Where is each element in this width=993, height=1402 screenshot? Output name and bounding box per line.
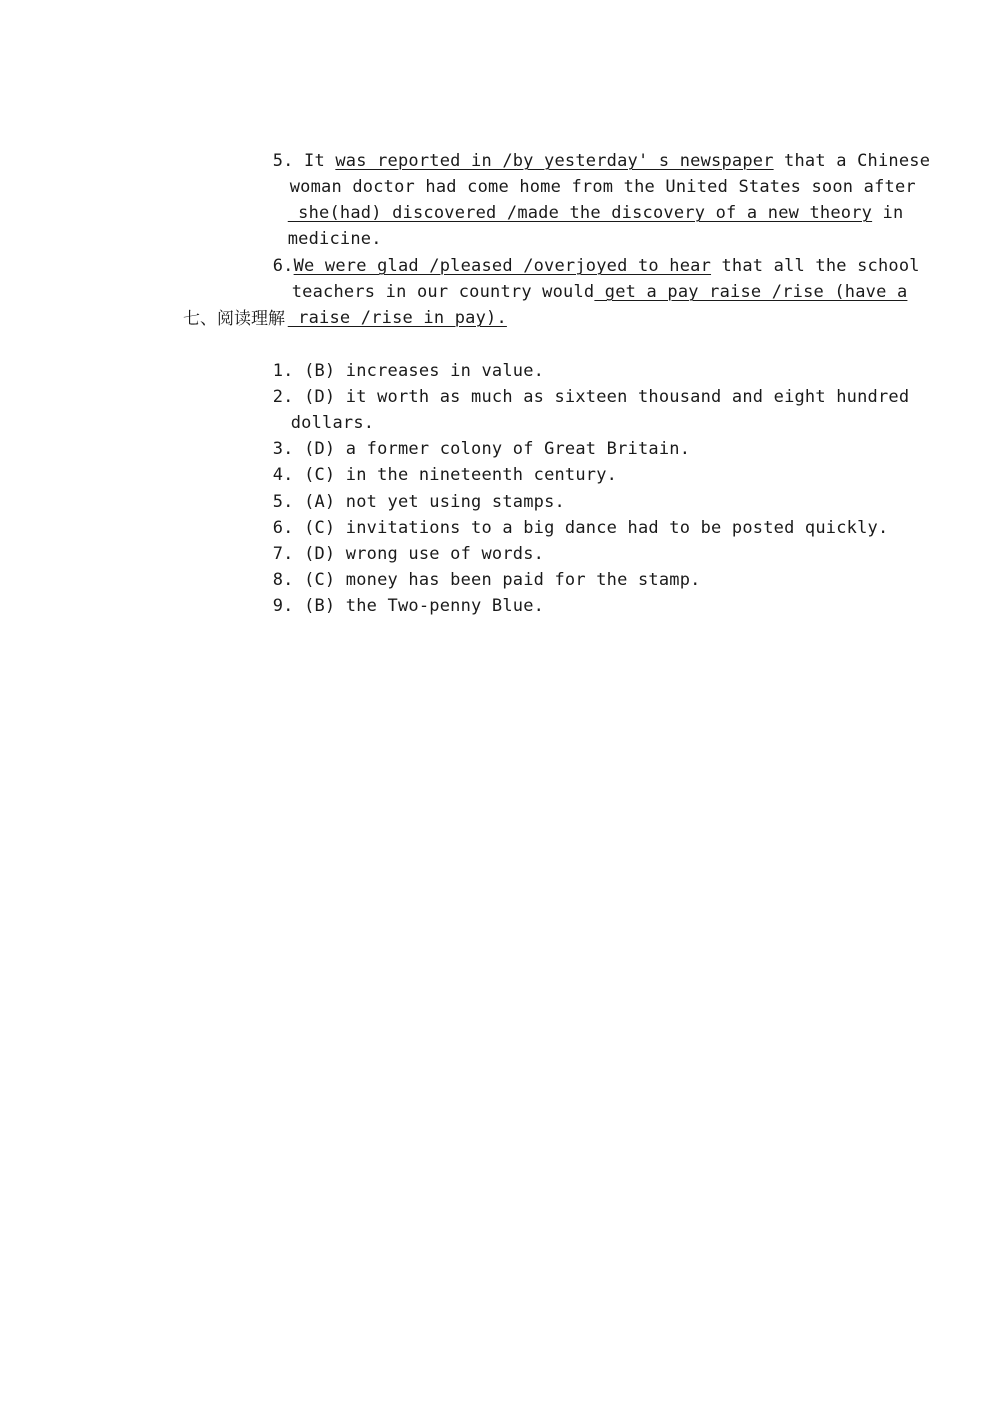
answer-number: 6. (272, 518, 294, 538)
text-segment: in (872, 203, 904, 223)
answer-number: 8. (272, 570, 294, 590)
text-segment: that a Chinese (773, 151, 931, 171)
answer-underline: get a pay raise /rise (have a (594, 282, 908, 302)
answer-number: 2. (272, 387, 294, 407)
answer-text: (A) not yet using stamps. (304, 492, 565, 512)
answer-text: (D) wrong use of words. (304, 544, 545, 564)
answer-number: 5. (272, 492, 294, 512)
answer-underline: raise /rise in pay). (287, 308, 507, 328)
answer-number: 1. (272, 361, 294, 381)
answer-text: (D) it worth as much as sixteen thousand and eight hundred (304, 387, 910, 407)
answer-underline: was reported in /by yesterday' s newspaper (335, 151, 774, 171)
answer-number: 9. (272, 596, 294, 616)
answer-text: (C) in the nineteenth century. (304, 465, 618, 485)
answer-text: (D) a former colony of Great Britain. (304, 439, 691, 459)
answer-text: (C) money has been paid for the stamp. (304, 570, 701, 590)
text-segment: woman doctor had come home from the United States soon after (289, 177, 916, 197)
answer-text: (B) the Two-penny Blue. (304, 596, 545, 616)
answer-number: 3. (272, 439, 294, 459)
section-heading: 七、阅读理解 (183, 309, 285, 329)
answer-underline: We were glad /pleased /overjoyed to hear (293, 256, 712, 276)
answer-text: (B) increases in value. (304, 361, 545, 381)
answer-underline: she(had) discovered /made the discovery of a new theory (287, 203, 873, 223)
text-segment: 6. (272, 256, 294, 276)
text-segment: teachers in our country would (291, 282, 595, 302)
answer-text: dollars. (290, 413, 375, 433)
answer-number: 4. (272, 465, 294, 485)
answer-text: (C) invitations to a big dance had to be posted quickly. (304, 518, 889, 538)
text-segment: that all the school (711, 256, 920, 276)
text-segment: medicine. (287, 229, 382, 249)
answer-number: 7. (272, 544, 294, 564)
answer-9 (231, 567, 544, 645)
text-segment: 5. It (272, 151, 336, 171)
